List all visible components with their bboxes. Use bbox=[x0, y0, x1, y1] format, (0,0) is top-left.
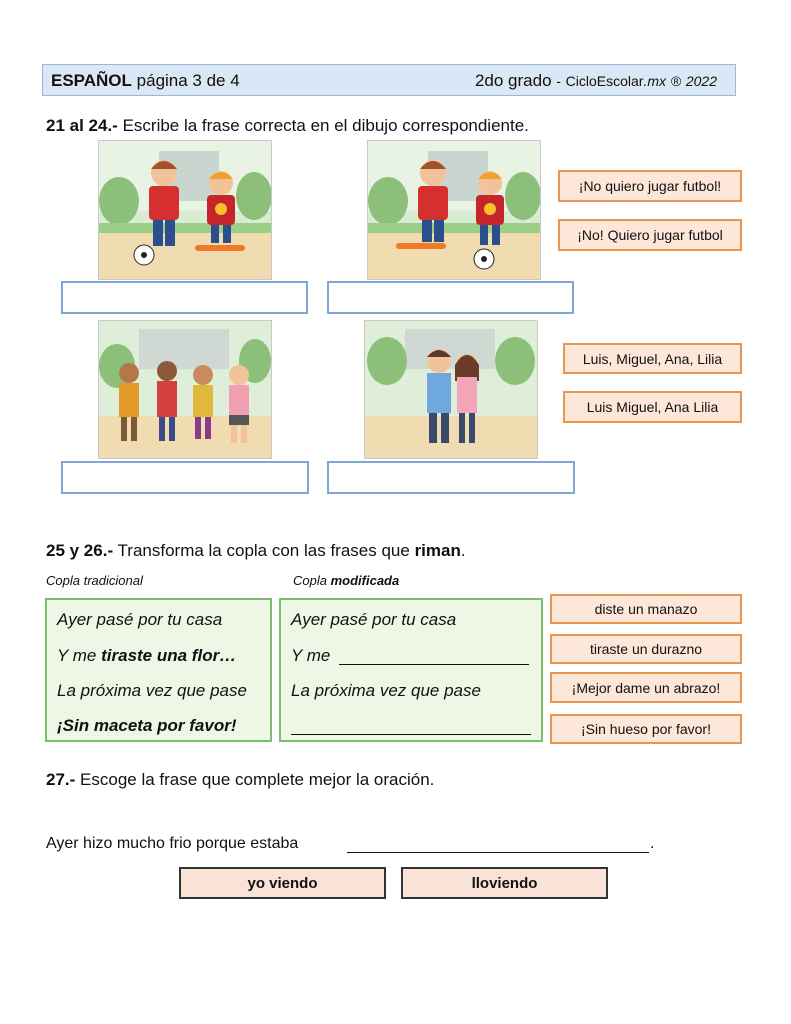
option-sin-hueso[interactable]: ¡Sin hueso por favor! bbox=[550, 714, 742, 744]
option-no-quiero[interactable]: ¡No quiero jugar futbol! bbox=[558, 170, 742, 202]
soccer-picture-1 bbox=[98, 140, 272, 280]
copla-line-4: ¡Sin maceta por favor! bbox=[57, 716, 237, 735]
question-21-title bbox=[46, 116, 529, 136]
two-kids-picture bbox=[364, 320, 538, 459]
registered-mark: ® bbox=[670, 73, 682, 89]
site-ext: .mx bbox=[643, 73, 667, 89]
header-right bbox=[475, 71, 717, 91]
subject: ESPAÑOL bbox=[51, 71, 132, 90]
option-mejor-abrazo[interactable]: ¡Mejor dame un abrazo! bbox=[550, 672, 742, 703]
q27-blank[interactable] bbox=[347, 852, 649, 853]
answer-box-23[interactable] bbox=[61, 461, 309, 494]
option-no-quiero-jugar[interactable]: ¡No! Quiero jugar futbol bbox=[558, 219, 742, 251]
option-names-separate[interactable]: Luis, Miguel, Ana, Lilia bbox=[563, 343, 742, 374]
question-number: 21 al 24.- bbox=[46, 116, 118, 135]
copla-modified-title bbox=[293, 573, 399, 588]
copla-modified-title-pre: Copla bbox=[293, 573, 327, 588]
option-diste-manazo[interactable]: diste un manazo bbox=[550, 594, 742, 624]
answer-box-22[interactable] bbox=[327, 281, 574, 314]
grade: 2do grado bbox=[474, 71, 552, 90]
copla-mod-line-1: Ayer pasé por tu casa bbox=[291, 610, 457, 629]
question-instruction: Escoge la frase que complete mejor la oración. bbox=[80, 770, 435, 789]
copla-modified-title-bold: modificada bbox=[330, 573, 400, 588]
site-name: CicloEscolar bbox=[565, 73, 644, 89]
copla-line-2-pre: Y me bbox=[57, 646, 97, 665]
header-dash: - bbox=[556, 73, 561, 89]
page-number: página 3 de 4 bbox=[136, 71, 240, 90]
question-27-title bbox=[46, 770, 434, 790]
question-instruction: Transforma la copla con las frases que bbox=[117, 541, 410, 560]
copla-line-2 bbox=[57, 646, 236, 666]
q27-period: . bbox=[650, 835, 655, 852]
answer-box-21[interactable] bbox=[61, 281, 308, 314]
copla-blank-2[interactable] bbox=[291, 734, 531, 735]
copla-mod-line-2: Y me bbox=[291, 646, 331, 665]
choice-lloviendo[interactable]: lloviendo bbox=[401, 867, 608, 899]
copla-traditional-box bbox=[45, 598, 272, 742]
answer-box-24[interactable] bbox=[327, 461, 575, 494]
copla-blank-1[interactable] bbox=[339, 664, 529, 665]
choice-yo-viendo[interactable]: yo viendo bbox=[179, 867, 386, 899]
soccer-picture-2 bbox=[367, 140, 541, 280]
question-number: 27.- bbox=[46, 770, 76, 789]
copla-line-3: La próxima vez que pase bbox=[57, 681, 247, 700]
q27-sentence: Ayer hizo mucho frio porque estaba bbox=[46, 835, 299, 852]
year: 2022 bbox=[685, 73, 717, 89]
question-number: 25 y 26.- bbox=[46, 541, 114, 560]
question-instruction: Escribe la frase correcta en el dibujo correspondiente. bbox=[122, 116, 529, 135]
four-kids-picture bbox=[98, 320, 272, 459]
question-25-title bbox=[46, 541, 466, 561]
copla-mod-line-3: La próxima vez que pase bbox=[291, 681, 481, 700]
copla-traditional-title: Copla tradicional bbox=[46, 573, 143, 588]
copla-line-2-bold: tiraste una flor… bbox=[101, 646, 237, 665]
copla-line-1: Ayer pasé por tu casa bbox=[57, 610, 223, 629]
instruction-period: . bbox=[460, 541, 466, 560]
option-names-compound[interactable]: Luis Miguel, Ana Lilia bbox=[563, 391, 742, 423]
page-header bbox=[42, 64, 736, 96]
option-tiraste-durazno[interactable]: tiraste un durazno bbox=[550, 634, 742, 664]
copla-modified-box bbox=[279, 598, 543, 742]
instruction-bold: riman bbox=[414, 541, 461, 560]
header-left bbox=[51, 71, 240, 91]
